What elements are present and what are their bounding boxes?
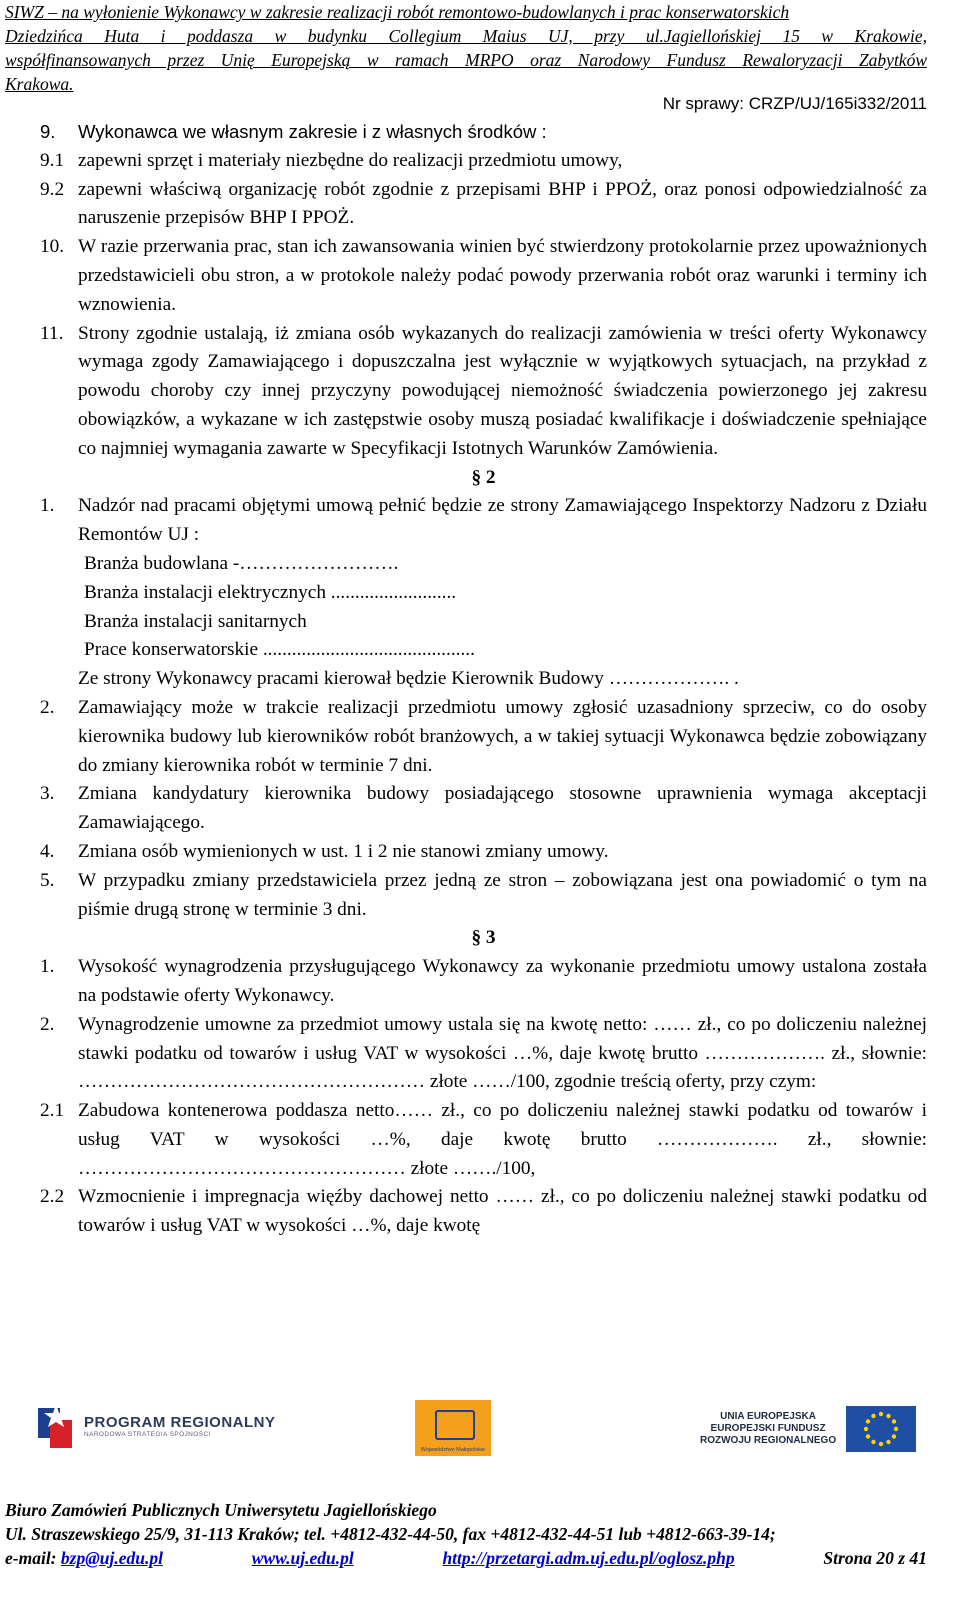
malopolska-crown-icon [435, 1410, 475, 1440]
item-text: zapewni właściwą organizację robót zgodnie z przepisami BHP i PPOŻ, oraz ponosi odpowiedzialność za naruszenie przepisów BHP I PPOŻ. [78, 178, 927, 229]
item-text: Wzmocnienie i impregnacja więźby dachowej netto …… zł., co po doliczeniu należnej stawki podatku od towarów i usług VAT w wysokości …%, daje kwotę [78, 1186, 927, 1237]
item-text: W przypadku zmiany przedstawiciela przez jedną ze stron – zobowiązana jest ona powiadomić o tym na piśmie drugą stronę w terminie 3 dni. [78, 869, 927, 920]
list-item [40, 694, 927, 780]
item-number: 1. [40, 956, 55, 978]
item-text: Wysokość wynagrodzenia przysługującego Wykonawcy za wykonanie przedmiotu umowy ustalona została na podstawie oferty Wykonawcy. [78, 956, 927, 1006]
item-text: Strony zgodnie ustalają, iż zmiana osób wykazanych do realizacji zamówienia w treści oferty Wykonawcy wymaga zgody Zamawiającego i dopuszczalna jest wyłącznie w wyjątkowych sytuacjach, na przykład z powodu choroby czy innej przyczyny powodującej niemożność świadczenia powierzonego jej zakresu obowiązków, a wykazane w ich zastępstwie osoby muszą posiadać kwalifikacje i doświadczenie spełniające co najmniej wymagania zawarte w Specyfikacji Istotnych Warunków Zamówienia. [78, 322, 927, 459]
item-text: Nadzór nad pracami objętymi umową pełnić będzie ze strony Zamawiającego Inspektorzy Nadzoru z Działu Remontów UJ : [78, 495, 927, 546]
item-text: Zamawiający może w trakcie realizacji przedmiotu umowy zgłosić uzasadniony sprzeciw, co do osoby kierownika budowy lub kierowników robót branżowych, a w takiej sytuacji Wykonawca będzie zobowiązany do zmiany kierownika robót w terminie 7 dni. [78, 696, 927, 776]
eu-line-2: EUROPEJSKI FUNDUSZ [710, 1423, 826, 1434]
list-item [40, 953, 927, 1011]
header-line-1: SIWZ – na wyłonienie Wykonawcy w zakresie realizacji robót remontowo-budowlanych i prac konserwatorskich [5, 2, 790, 22]
item-number: 10. [40, 236, 65, 258]
contractor-line: Ze strony Wykonawcy pracami kierował będzie Kierownik Budowy ………………. . [78, 668, 739, 690]
section-heading-3: § 3 [471, 927, 496, 949]
item-text: Wykonawca we własnym zakresie i z własnych środków : [78, 121, 547, 142]
item-number: 11. [40, 322, 64, 344]
branch-line: Branża instalacji sanitarnych [84, 610, 307, 632]
item-number: 5. [40, 869, 55, 891]
branch-line: Prace konserwatorskie ............................................ [84, 639, 475, 661]
list-item [40, 1097, 927, 1183]
item-number: 2.1 [40, 1100, 65, 1122]
list-item [40, 838, 927, 867]
list-item [40, 320, 927, 464]
document-header [5, 0, 927, 101]
list-item [40, 147, 927, 176]
document-footer [5, 1498, 927, 1570]
footer-address: Ul. Straszewskiego 25/9, 31-113 Kraków; tel. +4812-432-44-50, fax +4812-432-44-51 lub +4812-663-39-14; [5, 1524, 776, 1544]
list-item [40, 867, 927, 925]
list-item [40, 1011, 927, 1097]
footer-office: Biuro Zamówień Publicznych Uniwersytetu Jagiellońskiego [5, 1500, 437, 1520]
item-number: 1. [40, 495, 55, 517]
list-item [40, 780, 927, 838]
funding-logos [0, 1400, 960, 1470]
list-item [40, 492, 927, 550]
item-number: 2.2 [40, 1186, 65, 1208]
list-item [40, 1183, 927, 1241]
item-number: 2. [40, 696, 55, 718]
program-subtitle: NARODOWA STRATEGIA SPÓJNOŚCI [84, 1431, 211, 1438]
item-number: 9.1 [40, 149, 65, 171]
case-number: Nr sprawy: CRZP/UJ/165i332/2011 [662, 94, 927, 113]
document-body [40, 118, 927, 1241]
email-link[interactable]: bzp@uj.edu.pl [60, 1548, 163, 1568]
website-link[interactable]: www.uj.edu.pl [251, 1548, 354, 1568]
branch-line: Branża budowlana -……………………. [84, 552, 399, 574]
item-text: Zmiana osób wymienionych w ust. 1 i 2 nie stanowi zmiany umowy. [78, 840, 609, 862]
item-text: Zabudowa kontenerowa poddasza netto…… zł., co po doliczeniu należnej stawki podatku od towarów i usług VAT w wysokości …%, daje kwotę brutto ………………. zł., słownie: …………………………………………… złote ……./100, [78, 1100, 927, 1179]
malopolska-logo [415, 1400, 491, 1456]
header-line-4: Krakowa. [5, 74, 74, 94]
eu-flag-icon [846, 1406, 916, 1452]
item-text: W razie przerwania prac, stan ich zawansowania winien być stwierdzony protokolarnie przez upoważnionych przedstawicieli obu stron, a w protokole należy podać powody przerwania robót oraz warunki i terminy ich wznowienia. [78, 236, 927, 315]
item-number: 9. [40, 121, 56, 142]
eu-line-3: ROZWOJU REGIONALNEGO [700, 1435, 837, 1446]
program-title: PROGRAM REGIONALNY [84, 1414, 276, 1431]
program-regionalny-icon [36, 1402, 76, 1450]
item-text: Wynagrodzenie umowne za przedmiot umowy ustala się na kwotę netto: …… zł., co po doliczeniu należnej stawki podatku od towarów i usług VAT w wysokości …%, daje kwotę brutto ………………. zł., słownie: ……………………………………………… złote ……/100, zgodnie treścią oferty, przy czym: [78, 1013, 927, 1093]
list-item [40, 176, 927, 234]
eu-logo [700, 1406, 916, 1452]
branch-line: Branża instalacji elektrycznych .......................... [84, 581, 457, 603]
eu-line-1: UNIA EUROPEJSKA [720, 1411, 816, 1422]
item-text: Zmiana kandydatury kierownika budowy posiadającego stosowne uprawnienia wymaga akceptacji Zamawiającego. [78, 783, 927, 834]
malopolska-label: Województwo Małopolskie [420, 1447, 486, 1453]
header-line-2: Dziedzińca Huta i poddasza w budynku Collegium Maius UJ, przy ul.Jagiellońskiej 15 w Krakowie, [5, 26, 927, 46]
item-number: 3. [40, 783, 55, 805]
item-number: 2. [40, 1013, 55, 1035]
item-text: zapewni sprzęt i materiały niezbędne do realizacji przedmiotu umowy, [78, 149, 623, 171]
section-heading-2: § 2 [471, 466, 496, 488]
list-item [40, 233, 927, 319]
item-number: 4. [40, 840, 55, 862]
tender-link[interactable]: http://przetargi.adm.uj.edu.pl/oglosz.php [442, 1548, 735, 1568]
page-number: Strona 20 z 41 [823, 1548, 927, 1568]
email-label: e-mail: [5, 1548, 57, 1568]
list-item [40, 118, 927, 147]
header-line-3: współfinansowanych przez Unię Europejską w ramach MRPO oraz Narodowy Fundusz Rewaloryzacji Zabytków [5, 50, 927, 70]
program-regionalny-logo [36, 1402, 276, 1450]
item-number: 9.2 [40, 178, 65, 200]
